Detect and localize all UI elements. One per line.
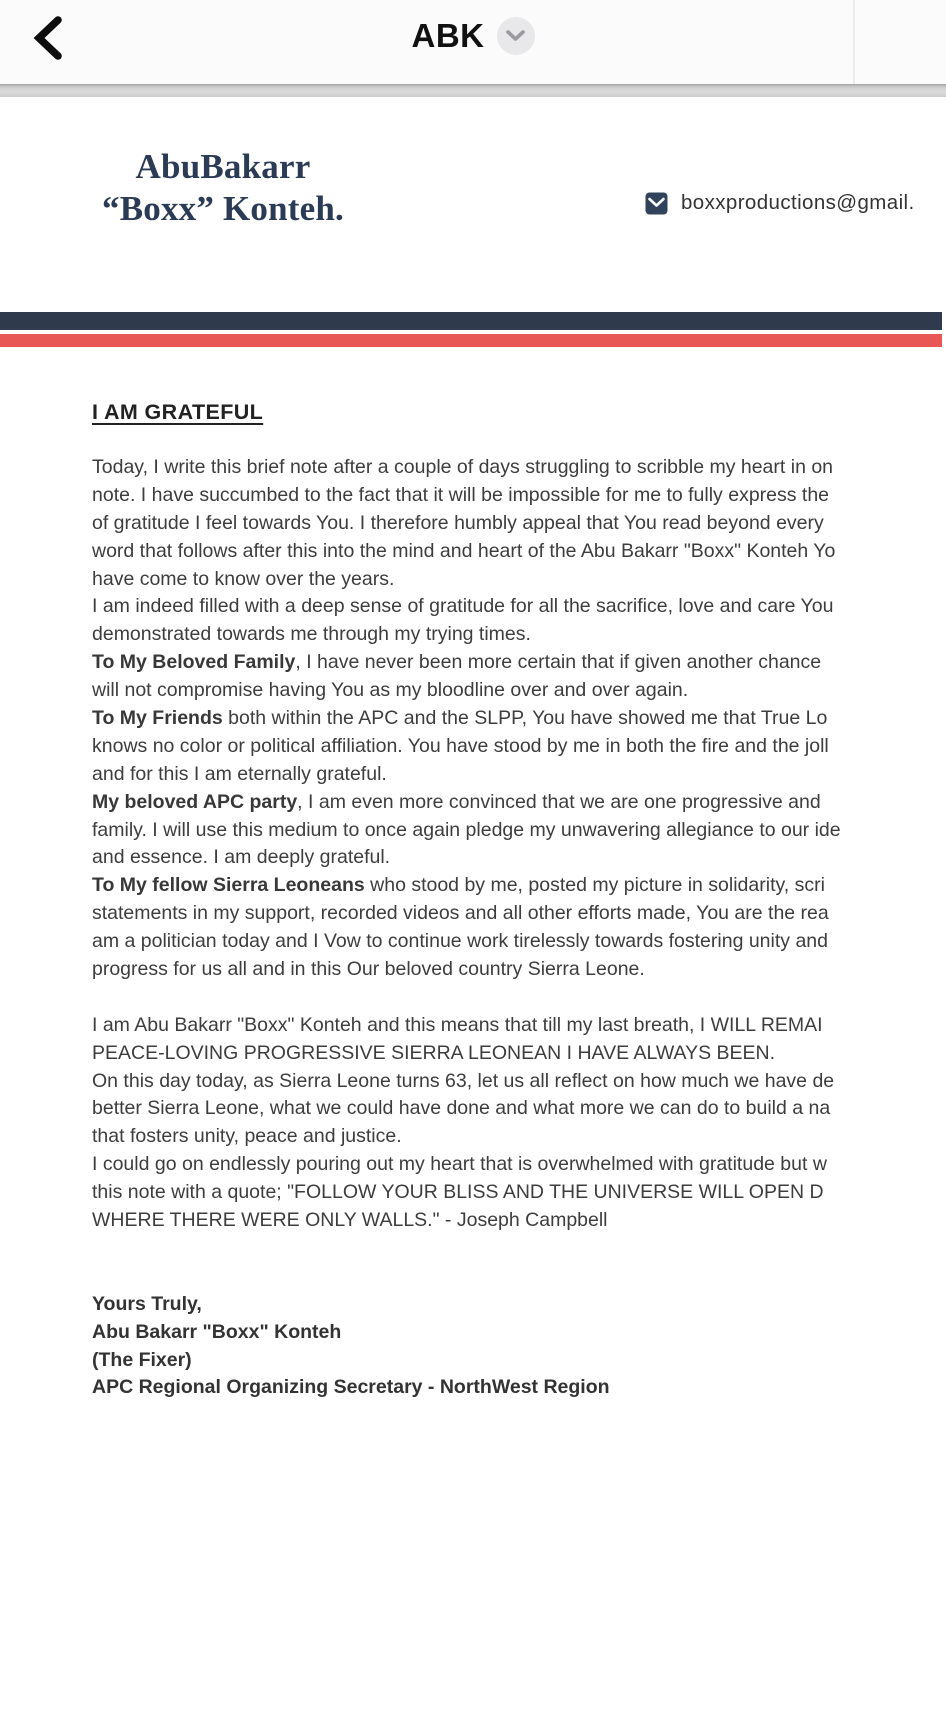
letterhead-name-line2: “Boxx” Konteh. — [102, 189, 344, 228]
letter-blank-line — [92, 1263, 946, 1291]
signature-line: Yours Truly, — [92, 1292, 202, 1315]
horizontal-scrollbar[interactable] — [0, 84, 946, 97]
letter-line: WHERE THERE WERE ONLY WALLS." - Joseph Campbell — [92, 1209, 608, 1232]
letter-line: Today, I write this brief note after a couple of days struggling to scribble my heart in on — [92, 456, 834, 478]
letter-line: am a politician today and I Vow to continue work tirelessly towards fostering unity and — [92, 930, 828, 953]
app-bar — [0, 0, 946, 84]
letter-line: better Sierra Leone, what we could have done and what more we can do to build a na — [92, 1097, 831, 1120]
letter-line: this note with a quote; "FOLLOW YOUR BLISS AND THE UNIVERSE WILL OPEN D — [92, 1181, 824, 1204]
page-title: ABK — [411, 17, 485, 54]
navy-divider-bar — [0, 312, 942, 330]
chevron-down-icon — [506, 30, 525, 42]
header-edge-line — [853, 0, 855, 84]
letter-line: word that follows after this into the mind and heart of the Abu Bakarr "Boxx" Konteh Yo — [92, 539, 836, 562]
letter-line: will not compromise having You as my bloodline over and over again. — [92, 679, 689, 702]
letter-line: statements in my support, recorded videos and all other efforts made, You are the rea — [92, 902, 829, 925]
letter-line: note. I have succumbed to the fact that it will be impossible for me to fully express the — [92, 483, 830, 506]
letter-line: knows no color or political affiliation. You have stood by me in both the fire and the joll — [92, 734, 829, 757]
letter-blank-line — [92, 1235, 946, 1263]
letter-line: have come to know over the years. — [92, 567, 395, 590]
letter-line: demonstrated towards me through my trying times. — [92, 623, 531, 646]
letter-line: and for this I am eternally grateful. — [92, 762, 387, 785]
letter-line: I could go on endlessly pouring out my heart that is overwhelmed with gratitude but w — [92, 1153, 827, 1176]
letter-line: that fosters unity, peace and justice. — [92, 1125, 402, 1148]
letter-line: family. I will use this medium to once again pledge my unwavering allegiance to our ide — [92, 818, 841, 841]
letter-line: I am indeed filled with a deep sense of gratitude for all the sacrifice, love and care You — [92, 595, 834, 618]
letter-line: progress for us all and in this Our beloved country Sierra Leone. — [92, 958, 645, 981]
letter-line: and essence. I am deeply grateful. — [92, 846, 391, 869]
signature-line: Abu Bakarr "Boxx" Konteh — [92, 1320, 342, 1343]
letterhead-name — [78, 146, 368, 230]
letter-line: of gratitude I feel towards You. I therefore humbly appeal that You read beyond every — [92, 511, 824, 534]
letter-heading: I AM GRATEFUL — [92, 400, 264, 424]
signature-line: (The Fixer) — [92, 1348, 192, 1371]
letter-document — [92, 400, 946, 1402]
letter-line: To My fellow Sierra Leoneans who stood by me, posted my picture in solidarity, scri — [92, 874, 825, 897]
letterhead-name-line1: AbuBakarr — [135, 147, 311, 186]
red-divider-bar — [0, 334, 942, 347]
title-dropdown-button[interactable] — [497, 17, 535, 55]
letter-signature — [92, 1291, 946, 1403]
letter-line: To My Friends both within the APC and the SLPP, You have showed me that True Lo — [92, 707, 828, 730]
letter-line: I am Abu Bakarr "Boxx" Konteh and this means that till my last breath, I WILL REMAI — [92, 1013, 823, 1036]
letter-blank-line — [92, 984, 946, 1012]
letter-line: To My Beloved Family, I have never been more certain that if given another chance — [92, 651, 822, 674]
letter-line: PEACE-LOVING PROGRESSIVE SIERRA LEONEAN I HAVE ALWAYS BEEN. — [92, 1041, 776, 1064]
letter-line: My beloved APC party, I am even more convinced that we are one progressive and — [92, 790, 821, 813]
letter-line: On this day today, as Sierra Leone turns 63, let us all reflect on how much we have de — [92, 1069, 835, 1092]
signature-line: APC Regional Organizing Secretary - NorthWest Region — [92, 1376, 610, 1399]
envelope-icon — [645, 192, 668, 215]
letterhead-email — [645, 191, 915, 215]
letter-body — [92, 454, 946, 1291]
email-address: boxxproductions@gmail. — [681, 191, 915, 214]
